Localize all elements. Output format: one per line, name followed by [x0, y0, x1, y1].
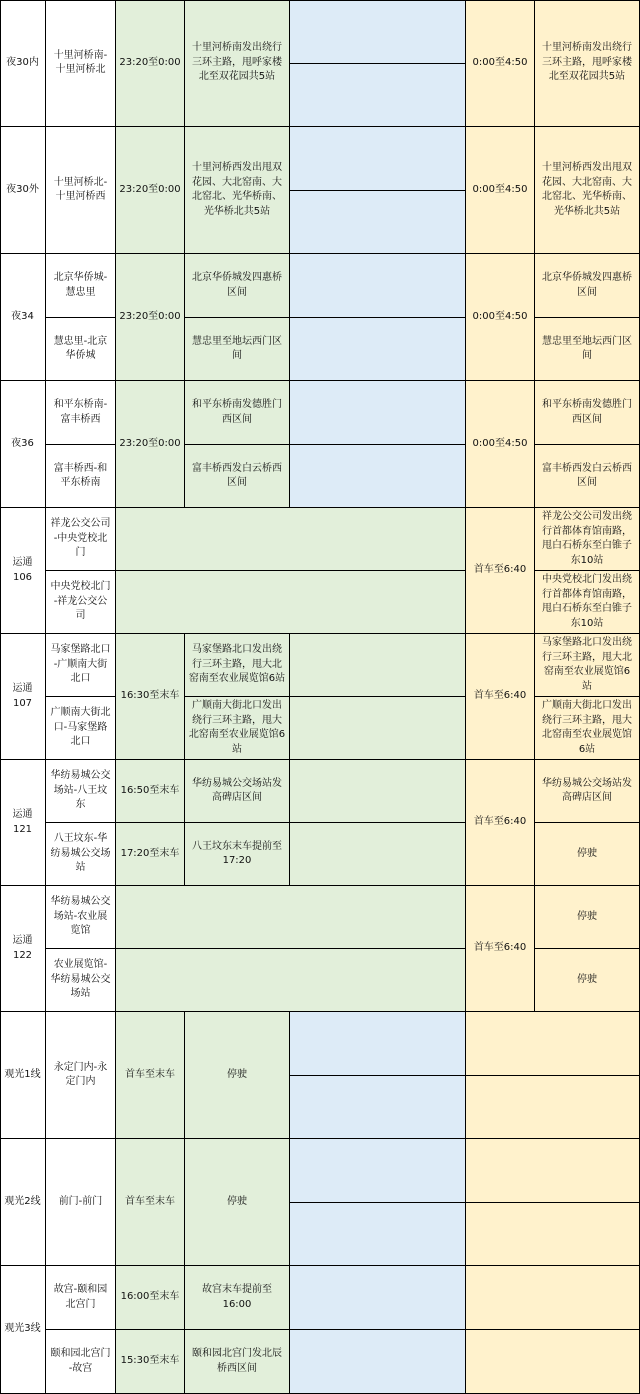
blue-cell — [290, 1012, 466, 1076]
night-note-cell: 富丰桥西发白云桥西 区间 — [535, 445, 640, 508]
blue-cell — [290, 1330, 466, 1394]
evening-note-cell: 十里河桥西发出甩双 花园、大北窑南、大 北窑北、光华桥南、 光华桥北共5站 — [185, 127, 290, 254]
evening-time-cell: 15:30至末车 — [116, 1330, 185, 1394]
direction-cell: 永定门内-永 定门内 — [46, 1012, 116, 1139]
evening-note-cell: 和平东桥南发德胜门 西区间 — [185, 381, 290, 445]
blue-cell — [290, 127, 466, 191]
route-name-cell: 观光3线 — [0, 1266, 46, 1394]
route-name-cell: 运通121 — [0, 760, 46, 886]
green-empty-cell — [290, 634, 466, 697]
yellow-empty-cell — [466, 1330, 640, 1394]
direction-cell: 祥龙公交公司 -中央党校北门 — [46, 508, 116, 571]
night-time-cell: 0:00至4:50 — [466, 0, 535, 127]
night-time-cell: 0:00至4:50 — [466, 381, 535, 508]
evening-time-cell: 23:20至0:00 — [116, 254, 185, 381]
night-note-cell: 和平东桥南发德胜门 西区间 — [535, 381, 640, 445]
evening-note-cell: 北京华侨城发四惠桥 区间 — [185, 254, 290, 318]
night-note-cell: 马家堡路北口发出绕 行三环主路，甩大北 窑南至农业展览馆6 站 — [535, 634, 640, 697]
green-empty-cell — [290, 697, 466, 760]
route-name-cell: 夜30内 — [0, 0, 46, 127]
direction-cell: 广顺南大街北 口-马家堡路 北口 — [46, 697, 116, 760]
night-time-cell: 0:00至4:50 — [466, 127, 535, 254]
evening-time-cell: 23:20至0:00 — [116, 127, 185, 254]
night-note-cell: 十里河桥南发出绕行 三环主路，甩呼家楼 北至双花园共5站 — [535, 0, 640, 127]
evening-time-cell: 首车至末车 — [116, 1012, 185, 1139]
blue-cell — [290, 318, 466, 381]
yellow-empty-cell — [466, 1076, 640, 1139]
green-empty-cell — [290, 760, 466, 823]
night-time-cell: 首车至6:40 — [466, 508, 535, 634]
direction-cell: 农业展览馆- 华纺易城公交 场站 — [46, 949, 116, 1012]
night-note-cell: 停驶 — [535, 949, 640, 1012]
direction-cell: 北京华侨城- 慧忠里 — [46, 254, 116, 318]
blue-cell — [290, 1139, 466, 1203]
green-empty-cell — [116, 571, 466, 634]
evening-note-cell: 广顺南大街北口发出 绕行三环主路，甩大 北窑南至农业展览馆6 站 — [185, 697, 290, 760]
night-note-cell: 广顺南大街北口发出 绕行三环主路，甩大 北窑南至农业展览馆 6站 — [535, 697, 640, 760]
night-time-cell: 首车至6:40 — [466, 634, 535, 760]
night-note-cell: 停驶 — [535, 886, 640, 949]
route-name-cell: 观光1线 — [0, 1012, 46, 1139]
evening-time-cell: 16:30至末车 — [116, 634, 185, 760]
blue-cell — [290, 1266, 466, 1330]
direction-cell: 富丰桥西-和 平东桥南 — [46, 445, 116, 508]
direction-cell: 十里河桥南- 十里河桥北 — [46, 0, 116, 127]
route-name-cell: 观光2线 — [0, 1139, 46, 1266]
yellow-empty-cell — [466, 1203, 640, 1266]
green-empty-cell — [116, 508, 466, 571]
blue-cell — [290, 191, 466, 254]
route-name-cell: 运通106 — [0, 508, 46, 634]
route-name-cell: 夜30外 — [0, 127, 46, 254]
night-time-cell: 首车至6:40 — [466, 886, 535, 1012]
direction-cell: 慧忠里-北京 华侨城 — [46, 318, 116, 381]
night-note-cell: 中央党校北门发出绕 行首都体育馆南路， 甩白石桥东至白锥子 东10站 — [535, 571, 640, 634]
night-time-cell: 首车至6:40 — [466, 760, 535, 886]
direction-cell: 华纺易城公交 场站-农业展 览馆 — [46, 886, 116, 949]
direction-cell: 前门-前门 — [46, 1139, 116, 1266]
direction-cell: 八王坟东-华 纺易城公交场 站 — [46, 823, 116, 886]
route-name-cell: 运通107 — [0, 634, 46, 760]
direction-cell: 颐和园北宫门 -故宫 — [46, 1330, 116, 1394]
night-note-cell: 慧忠里至地坛西门区 间 — [535, 318, 640, 381]
evening-time-cell: 23:20至0:00 — [116, 0, 185, 127]
direction-cell: 和平东桥南- 富丰桥西 — [46, 381, 116, 445]
night-note-cell: 华纺易城公交场站发 高碑店区间 — [535, 760, 640, 823]
blue-cell — [290, 1203, 466, 1266]
evening-note-cell: 停驶 — [185, 1012, 290, 1139]
evening-note-cell: 马家堡路北口发出绕 行三环主路，甩大北 窑南至农业展览馆6站 — [185, 634, 290, 697]
green-empty-cell — [116, 949, 466, 1012]
yellow-empty-cell — [466, 1266, 640, 1330]
evening-note-cell: 八王坟东末车提前至 17:20 — [185, 823, 290, 886]
evening-note-cell: 华纺易城公交场站发 高碑店区间 — [185, 760, 290, 823]
route-name-cell: 夜34 — [0, 254, 46, 381]
evening-note-cell: 富丰桥西发白云桥西 区间 — [185, 445, 290, 508]
blue-cell — [290, 445, 466, 508]
route-name-cell: 运通122 — [0, 886, 46, 1012]
night-note-cell: 十里河桥西发出甩双 花园、大北窑南、大 北窑北、光华桥南、 光华桥北共5站 — [535, 127, 640, 254]
blue-cell — [290, 1076, 466, 1139]
night-note-cell: 停驶 — [535, 823, 640, 886]
direction-cell: 华纺易城公交 场站-八王坟 东 — [46, 760, 116, 823]
evening-note-cell: 十里河桥南发出绕行 三环主路，甩呼家楼 北至双花园共5站 — [185, 0, 290, 127]
direction-cell: 故宫-颐和园 北宫门 — [46, 1266, 116, 1330]
evening-time-cell: 首车至末车 — [116, 1139, 185, 1266]
green-empty-cell — [116, 886, 466, 949]
evening-time-cell: 16:00至末车 — [116, 1266, 185, 1330]
blue-cell — [290, 0, 466, 64]
yellow-empty-cell — [466, 1139, 640, 1203]
route-name-cell: 夜36 — [0, 381, 46, 508]
blue-cell — [290, 254, 466, 318]
night-note-cell: 祥龙公交公司发出绕 行首都体育馆南路， 甩白石桥东至白锥子 东10站 — [535, 508, 640, 571]
evening-note-cell: 停驶 — [185, 1139, 290, 1266]
blue-cell — [290, 64, 466, 127]
evening-time-cell: 16:50至末车 — [116, 760, 185, 823]
green-empty-cell — [290, 823, 466, 886]
evening-time-cell: 23:20至0:00 — [116, 381, 185, 508]
evening-time-cell: 17:20至末车 — [116, 823, 185, 886]
direction-cell: 十里河桥北- 十里河桥西 — [46, 127, 116, 254]
yellow-empty-cell — [466, 1012, 640, 1076]
evening-note-cell: 颐和园北宫门发北辰 桥西区间 — [185, 1330, 290, 1394]
night-time-cell: 0:00至4:50 — [466, 254, 535, 381]
evening-note-cell: 故宫末车提前至16:00 — [185, 1266, 290, 1330]
direction-cell: 马家堡路北口 -广顺南大街 北口 — [46, 634, 116, 697]
direction-cell: 中央党校北门 -祥龙公交公 司 — [46, 571, 116, 634]
blue-cell — [290, 381, 466, 445]
evening-note-cell: 慧忠里至地坛西门区 间 — [185, 318, 290, 381]
night-note-cell: 北京华侨城发四惠桥 区间 — [535, 254, 640, 318]
